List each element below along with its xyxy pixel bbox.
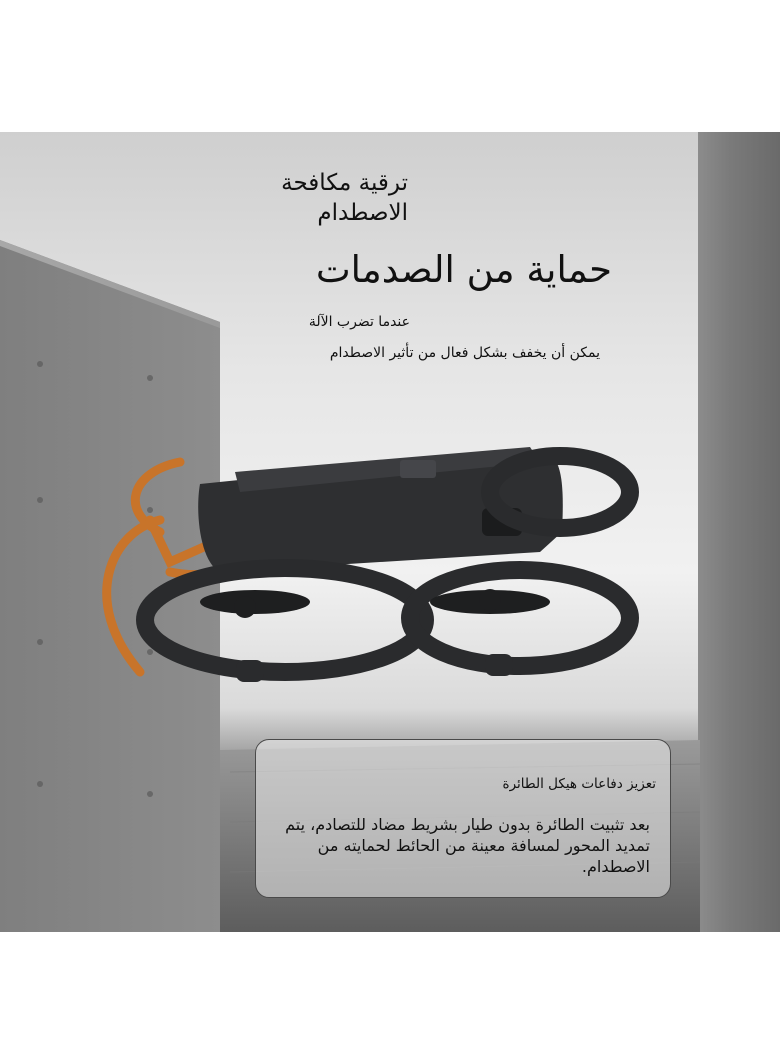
info-box-body: بعد تثبيت الطائرة بدون طيار بشريط مضاد للتصادم، يتم تمديد المحور لمسافة معينة من الحائط لحمايته من الاصطدام.	[285, 815, 650, 876]
description-line-1: عندما تضرب الآلة	[308, 314, 410, 330]
headline-title: حماية من الصدمات	[315, 248, 612, 291]
info-box-heading: تعزيز دفاعات هيكل الطائرة	[502, 776, 656, 792]
info-box	[255, 739, 671, 898]
description-line-2: يمكن أن يخفف بشكل فعال من تأثير الاصطدام	[329, 345, 600, 361]
propellers	[200, 589, 550, 618]
headline-subtitle: ترقية مكافحة الاصطدام	[281, 170, 408, 226]
